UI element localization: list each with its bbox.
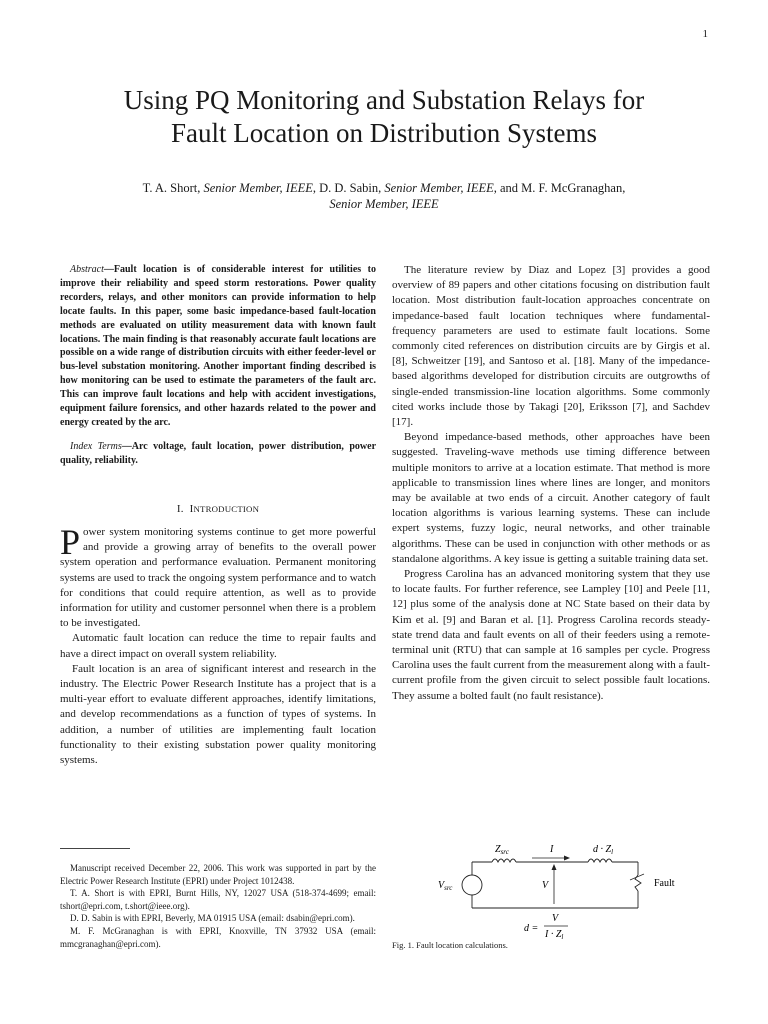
author-3-role: Senior Member, IEEE [329, 197, 439, 211]
line-impedance-coil [588, 859, 612, 862]
author-2-role: Senior Member, IEEE [384, 181, 494, 195]
current-arrow-head [564, 856, 570, 861]
footnote-author-3: M. F. McGranaghan is with EPRI, Knoxville, TN 37932 USA (email: mmcgranaghan@epri.com). [60, 925, 376, 949]
source-impedance-label: $Z_{src}$ [495, 844, 509, 856]
right-paragraph-2: Beyond impedance-based methods, other approaches have been suggested. Traveling-wave methods use timing difference between multiple monitors to arrive at a location estimate. That method is more applicable to transmission lines where lines are longer, and monitors may be available at two ends of a circuit. Another category of fault location algorithms is various learning systems. These can include expert systems, fuzzy logic, neural networks, and other trainable algorithms. These can be used in conjunction with other methods or as standalone algorithms. A key issue is getting a suitable training data set. [392, 431, 710, 565]
fault-arrow [630, 874, 644, 880]
title-line-2: Fault Location on Distribution Systems [171, 118, 597, 148]
author-line-2 [40, 196, 728, 212]
abstract-lead: Abstract [70, 264, 104, 275]
paper-title [40, 84, 728, 150]
footnote [60, 862, 376, 950]
circuit-diagram [392, 820, 710, 940]
fault-label: Fault [654, 878, 675, 889]
index-terms-text: —Arc voltage, fault location, power distribution, power quality, reliability. [60, 440, 377, 466]
right-paragraph-1: The literature review by Diaz and Lopez [3] provides a good overview of 89 papers and other citations focusing on distribution fault location. Most distribution fault-location approaches concentrate on impedance-based fault location techniques where fundamental-frequency parameters are used to estimate fault locations. Some commonly cited references on distribution circuits are by Girgis et al. [8], Schweitzer [19], and Santoso et al. [18]. Many of the impedance-based algorithms developed for distribution circuits are outgrowths of single-ended transmission-line location algorithms. Some commonly cited works include those by Takagi [20], Eriksson [7], and Sachdev [17]. [392, 264, 710, 429]
footnote-author-2: D. D. Sabin is with EPRI, Beverly, MA 01915 USA (email: dsabin@epri.com). [70, 913, 355, 924]
left-column [60, 263, 376, 768]
author-1-role: Senior Member, IEEE [203, 181, 313, 195]
right-paragraph-3: Progress Carolina has an advanced monitoring system that they use to locate faults. For further reference, see Lampley [10] and Peele [11, 12] plus some of the analysis done at NC State based on their data by Kim et al. [9] and Baran et al. [1]. Progress Carolina records steady-state trend data and fault events on all of their feeders using a remote-terminal unit (RTU) that can sample at 16 samples per cycle. Progress Carolina uses the fault current from the measurement along with a fault-current profile from the given circuit to select possible fault locations. They assume a bolted fault (no fault resistance). [392, 568, 710, 702]
section-title-rest: NTRODUCTION [193, 503, 260, 514]
measured-voltage-label: V [542, 880, 549, 891]
section-heading-introduction [60, 502, 376, 517]
section-title-cap: I [189, 502, 194, 515]
index-terms [60, 440, 376, 468]
drop-cap: P [60, 521, 81, 562]
voltage-source [462, 875, 482, 895]
footnote-manuscript: Manuscript received December 22, 2006. This work was supported in part by the Electric Power Research Institute (EPRI) under Project 1012438. [60, 863, 376, 886]
figure-caption: Fig. 1. Fault location calculations. [392, 940, 508, 950]
author-line-1 [40, 180, 728, 196]
author-list [40, 180, 728, 212]
current-label: I [550, 844, 554, 855]
footnote-author-1: T. A. Short is with EPRI, Burnt Hills, NY, 12027 USA (518-374-4699; email: tshort@epri.com, t.short@ieee.org). [60, 888, 376, 911]
right-column [392, 263, 710, 704]
source-voltage-label: $V_{src}$ [438, 880, 453, 892]
figure-1 [392, 820, 710, 970]
abstract [60, 263, 376, 430]
intro-paragraph-1 [60, 521, 376, 631]
section-numeral: I. [176, 502, 184, 515]
page-number: 1 [702, 28, 708, 40]
abstract-text: —Fault location is of considerable interest for utilities to improve their reliability and speed storm restorations. Power quality recorders, relays, and other monitors can provide information to help locate faults. In this paper, some basic impedance-based fault-location methods are evaluated on utility measurement data with known fault locations. The main finding is that reasonably accurate fault locations are possible on a wide range of distribution circuits with either feeder-level or bus-level substation monitoring. Another important finding described is how monitoring can be used to estimate the parameters of the fault arc. This can improve fault locations and help with accident investigations, equipment failure forensics, and other hazards related to the power and energy created by the arc. [60, 264, 376, 428]
intro-paragraph-3: Fault location is an area of significant interest and research in the industry. The Electric Power Research Institute has a project that is a multi-year effort to evaluate different approaches, identify limitations, and develop recommendations as a function of types of systems. In addition, a number of utilities are implementing fault location functionality to their existing substation power quality monitoring systems. [60, 662, 376, 766]
intro-paragraph-2: Automatic fault location can reduce the time to repair faults and have a direct impact on overall system reliability. [60, 632, 376, 660]
author-3-name: , and M. F. McGranaghan, [493, 181, 626, 195]
equation-numerator: V [552, 913, 559, 924]
voltage-arrow-head [552, 864, 557, 870]
index-terms-lead: Index Terms [70, 440, 122, 452]
title-line-1: Using PQ Monitoring and Substation Relays for [123, 85, 645, 115]
author-1-name: T. A. Short, [142, 181, 204, 195]
intro-paragraph-1-text: ower system monitoring systems continue to get more powerful and provide a growing array of benefits to the overall power system operation and performance evaluation. Permanent monitoring systems are used to track the ongoing system performance and to watch for conditions that could require attention, as well as to provide information for utility and customer personnel when there is a problem to be investigated. [60, 525, 376, 630]
line-impedance-label: $d \cdot Z_l$ [593, 844, 614, 856]
author-2-name: , D. D. Sabin, [312, 181, 385, 195]
source-impedance-coil [492, 859, 516, 862]
footnote-rule [60, 848, 130, 849]
equation-denominator: $I \cdot Z_l$ [545, 929, 564, 940]
equation-lhs: d = [524, 923, 539, 934]
